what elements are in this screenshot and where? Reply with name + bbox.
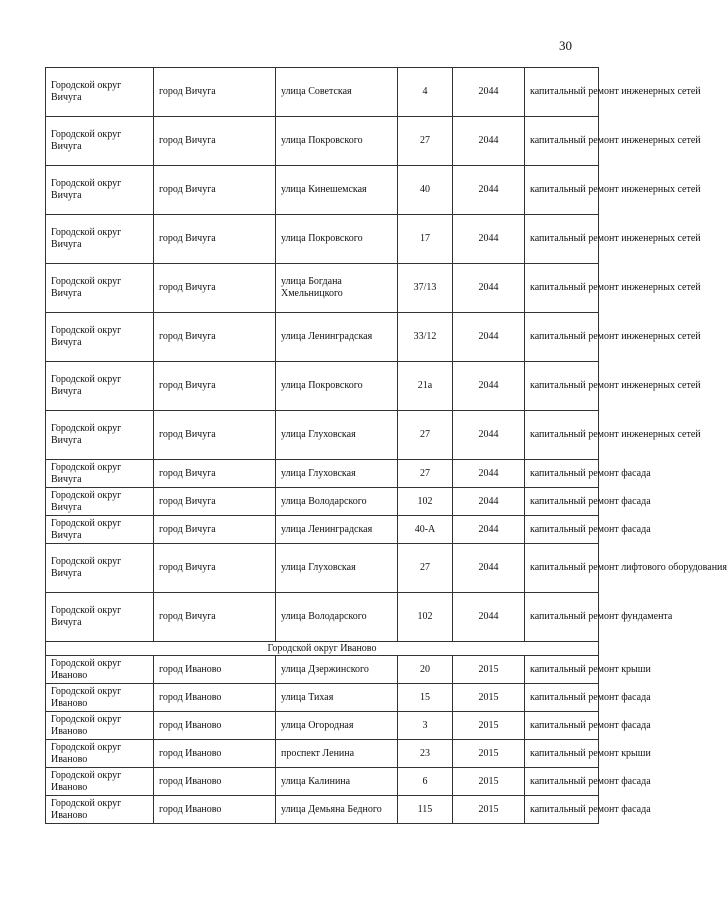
cell-house-number: 102 — [398, 593, 453, 642]
cell-street: улица Покровского — [276, 362, 398, 411]
cell-house-number: 20 — [398, 656, 453, 684]
cell-district: Городской округ Вичуга — [46, 68, 154, 117]
cell-city: город Вичуга — [154, 411, 276, 460]
cell-street: улица Советская — [276, 68, 398, 117]
cell-work-type: капитальный ремонт фасада — [525, 516, 599, 544]
cell-city: город Вичуга — [154, 362, 276, 411]
cell-house-number: 40-А — [398, 516, 453, 544]
cell-city: город Вичуга — [154, 215, 276, 264]
cell-work-type: капитальный ремонт инженерных сетей — [525, 264, 599, 313]
cell-district: Городской округ Вичуга — [46, 117, 154, 166]
cell-city: город Вичуга — [154, 313, 276, 362]
table-row — [46, 264, 599, 313]
cell-district: Городской округ Вичуга — [46, 411, 154, 460]
cell-year: 2044 — [453, 544, 525, 593]
cell-year: 2044 — [453, 117, 525, 166]
cell-district: Городской округ Вичуга — [46, 516, 154, 544]
cell-house-number: 17 — [398, 215, 453, 264]
cell-house-number: 33/12 — [398, 313, 453, 362]
cell-year: 2044 — [453, 411, 525, 460]
cell-street: улица Тихая — [276, 684, 398, 712]
cell-district: Городской округ Иваново — [46, 768, 154, 796]
cell-year: 2044 — [453, 488, 525, 516]
cell-street: улица Богдана Хмельницкого — [276, 264, 398, 313]
cell-city: город Иваново — [154, 796, 276, 824]
cell-year: 2015 — [453, 796, 525, 824]
cell-city: город Иваново — [154, 656, 276, 684]
cell-house-number: 21а — [398, 362, 453, 411]
cell-city: город Вичуга — [154, 117, 276, 166]
cell-district: Городской округ Иваново — [46, 712, 154, 740]
cell-work-type: капитальный ремонт инженерных сетей — [525, 362, 599, 411]
cell-district: Городской округ Вичуга — [46, 313, 154, 362]
cell-street: улица Глуховская — [276, 544, 398, 593]
cell-year: 2044 — [453, 215, 525, 264]
cell-work-type: капитальный ремонт инженерных сетей — [525, 68, 599, 117]
cell-street: улица Глуховская — [276, 460, 398, 488]
table-row — [46, 313, 599, 362]
table-row — [46, 215, 599, 264]
cell-district: Городской округ Иваново — [46, 740, 154, 768]
cell-year: 2044 — [453, 460, 525, 488]
cell-work-type: капитальный ремонт инженерных сетей — [525, 117, 599, 166]
cell-street: улица Покровского — [276, 117, 398, 166]
cell-district: Городской округ Вичуга — [46, 488, 154, 516]
cell-year: 2044 — [453, 68, 525, 117]
cell-year: 2044 — [453, 313, 525, 362]
table-row — [46, 68, 599, 117]
cell-house-number: 115 — [398, 796, 453, 824]
section-header-row — [46, 642, 599, 656]
cell-street: улица Покровского — [276, 215, 398, 264]
cell-district: Городской округ Вичуга — [46, 544, 154, 593]
table-row — [46, 362, 599, 411]
table-row — [46, 593, 599, 642]
cell-house-number: 27 — [398, 544, 453, 593]
cell-street: улица Демьяна Бедного — [276, 796, 398, 824]
cell-street: улица Дзержинского — [276, 656, 398, 684]
cell-work-type: капитальный ремонт крыши — [525, 656, 599, 684]
cell-city: город Иваново — [154, 712, 276, 740]
table-row — [46, 166, 599, 215]
cell-district: Городской округ Вичуга — [46, 593, 154, 642]
cell-year: 2015 — [453, 684, 525, 712]
table-row — [46, 684, 599, 712]
cell-house-number: 37/13 — [398, 264, 453, 313]
cell-street: проспект Ленина — [276, 740, 398, 768]
cell-year: 2015 — [453, 740, 525, 768]
table-row — [46, 460, 599, 488]
table-row — [46, 488, 599, 516]
cell-year: 2044 — [453, 516, 525, 544]
cell-house-number: 15 — [398, 684, 453, 712]
cell-street: улица Огородная — [276, 712, 398, 740]
table-row — [46, 740, 599, 768]
cell-year: 2044 — [453, 166, 525, 215]
cell-year: 2015 — [453, 656, 525, 684]
cell-work-type: капитальный ремонт фасада — [525, 684, 599, 712]
cell-work-type: капитальный ремонт крыши — [525, 740, 599, 768]
cell-house-number: 27 — [398, 411, 453, 460]
cell-year: 2015 — [453, 712, 525, 740]
cell-house-number: 23 — [398, 740, 453, 768]
cell-year: 2044 — [453, 362, 525, 411]
table-row — [46, 656, 599, 684]
cell-district: Городской округ Вичуга — [46, 215, 154, 264]
cell-city: город Вичуга — [154, 593, 276, 642]
cell-city: город Вичуга — [154, 488, 276, 516]
cell-city: город Иваново — [154, 684, 276, 712]
cell-house-number: 27 — [398, 460, 453, 488]
page-number: 30 — [559, 38, 572, 53]
cell-street: улица Володарского — [276, 488, 398, 516]
cell-house-number: 102 — [398, 488, 453, 516]
cell-street: улица Ленинградская — [276, 313, 398, 362]
cell-city: город Вичуга — [154, 68, 276, 117]
cell-district: Городской округ Вичуга — [46, 166, 154, 215]
cell-city: город Иваново — [154, 740, 276, 768]
cell-house-number: 3 — [398, 712, 453, 740]
cell-work-type: капитальный ремонт фасада — [525, 488, 599, 516]
cell-work-type: капитальный ремонт инженерных сетей — [525, 215, 599, 264]
cell-street: улица Володарского — [276, 593, 398, 642]
cell-work-type: капитальный ремонт фасада — [525, 768, 599, 796]
table-row — [46, 544, 599, 593]
cell-city: город Вичуга — [154, 516, 276, 544]
cell-city: город Вичуга — [154, 460, 276, 488]
cell-year: 2044 — [453, 593, 525, 642]
cell-work-type: капитальный ремонт инженерных сетей — [525, 411, 599, 460]
cell-district: Городской округ Иваново — [46, 796, 154, 824]
cell-street: улица Калинина — [276, 768, 398, 796]
cell-work-type: капитальный ремонт фундамента — [525, 593, 599, 642]
table-body — [46, 68, 727, 824]
cell-house-number: 40 — [398, 166, 453, 215]
cell-year: 2015 — [453, 768, 525, 796]
cell-street: улица Кинешемская — [276, 166, 398, 215]
cell-work-type: капитальный ремонт инженерных сетей — [525, 166, 599, 215]
section-title: Городской округ Иваново — [46, 642, 599, 656]
cell-district: Городской округ Вичуга — [46, 264, 154, 313]
cell-city: город Вичуга — [154, 264, 276, 313]
cell-city: город Вичуга — [154, 166, 276, 215]
cell-house-number: 4 — [398, 68, 453, 117]
table-row — [46, 411, 599, 460]
cell-city: город Вичуга — [154, 544, 276, 593]
cell-district: Городской округ Иваново — [46, 684, 154, 712]
cell-work-type: капитальный ремонт фасада — [525, 712, 599, 740]
table-row — [46, 516, 599, 544]
cell-street: улица Глуховская — [276, 411, 398, 460]
cell-district: Городской округ Вичуга — [46, 460, 154, 488]
table-row — [46, 117, 599, 166]
repair-schedule-table — [45, 67, 727, 824]
cell-year: 2044 — [453, 264, 525, 313]
table-row — [46, 712, 599, 740]
cell-work-type: капитальный ремонт фасада — [525, 796, 599, 824]
cell-work-type: капитальный ремонт инженерных сетей — [525, 313, 599, 362]
cell-city: город Иваново — [154, 768, 276, 796]
cell-district: Городской округ Иваново — [46, 656, 154, 684]
cell-house-number: 27 — [398, 117, 453, 166]
cell-work-type: капитальный ремонт лифтового оборудования — [525, 544, 599, 593]
cell-work-type: капитальный ремонт фасада — [525, 460, 599, 488]
cell-district: Городской округ Вичуга — [46, 362, 154, 411]
cell-street: улица Ленинградская — [276, 516, 398, 544]
table-row — [46, 796, 599, 824]
cell-house-number: 6 — [398, 768, 453, 796]
table-row — [46, 768, 599, 796]
